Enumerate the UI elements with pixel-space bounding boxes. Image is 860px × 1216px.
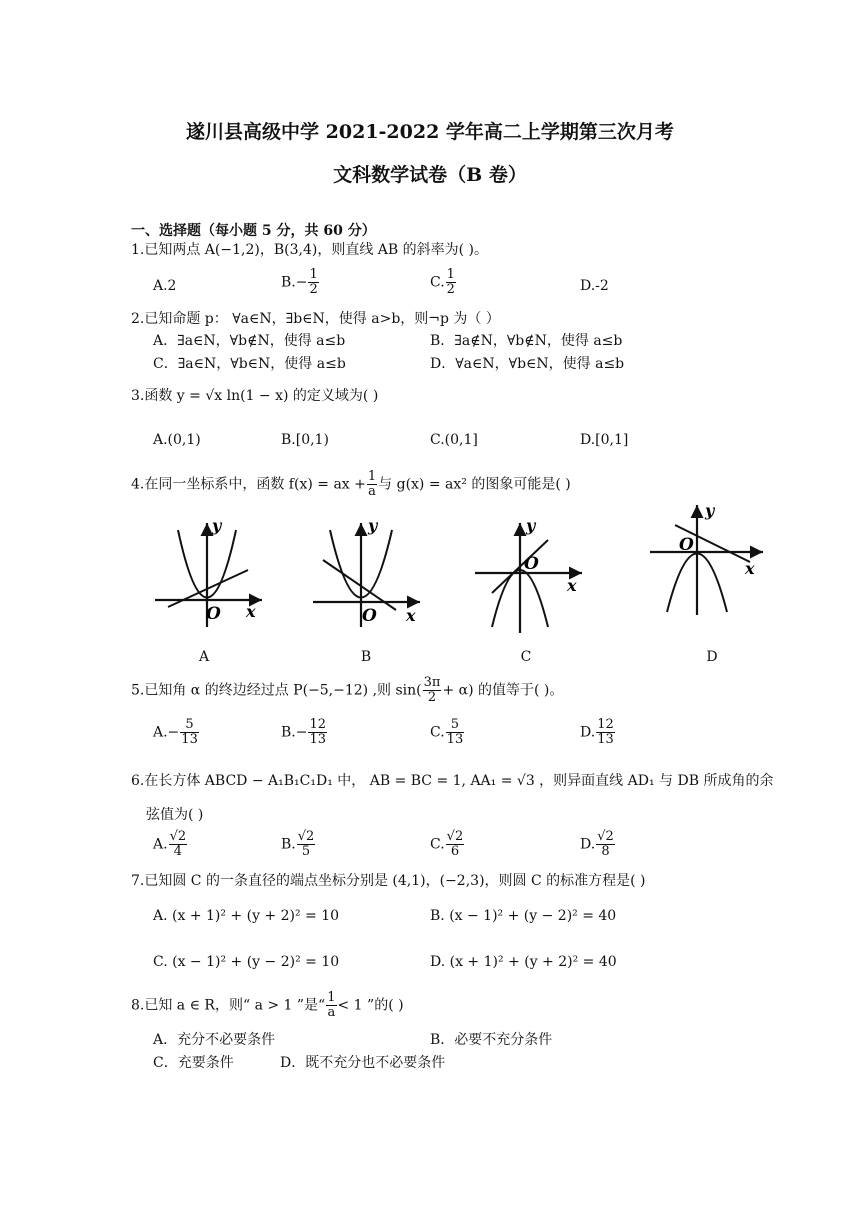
q5-option-d: D. $\frac{12}{13}$ — [580, 717, 614, 747]
q6-option-a: A. $\frac{√2}{4}$ — [153, 829, 187, 859]
q3-option-d: D.[0,1] — [580, 432, 629, 448]
q8-option-a: A．充分不必要条件 — [153, 1032, 276, 1048]
q5-option-a: A.− $\frac{5}{13}$ — [153, 717, 198, 747]
graph-c-x-label: x — [567, 576, 577, 595]
graph-a-origin: O — [206, 604, 221, 624]
q8-stem: 8.已知 a ∈ R，则“ a > 1 ”是“ $\frac{1}{a}$ < 1 ”的( ) — [131, 990, 404, 1020]
graph-c-y-label: y — [526, 516, 536, 535]
graph-b-x-label: x — [406, 606, 416, 625]
exam-subtitle: 文科数学试卷（B 卷） — [333, 164, 527, 186]
graph-b — [308, 515, 428, 630]
q1-option-b: B.− $\frac{1}{2}$ — [281, 267, 318, 297]
graph-d — [645, 500, 770, 620]
q7-option-c: C. (x − 1)² + (y − 2)² = 10 — [153, 954, 340, 970]
q2-stem: 2.已知命题 p： ∀a∈N，∃b∈N，使得 a>b，则¬p 为（ ） — [131, 311, 500, 327]
q6-option-c: C. $\frac{√2}{6}$ — [430, 829, 464, 859]
q2-option-c: C．∃a∈N，∀b∈N，使得 a≤b — [153, 356, 346, 372]
q6-option-d: D. $\frac{√2}{8}$ — [580, 829, 614, 859]
graph-d-label: D — [706, 649, 718, 665]
q7-option-a: A. (x + 1)² + (y + 2)² = 10 — [153, 908, 340, 924]
q1-option-a: A.2 — [153, 278, 177, 294]
graph-d-x-label: x — [745, 559, 755, 578]
graph-c-label: C — [520, 649, 532, 665]
q7-option-d: D. (x + 1)² + (y + 2)² = 40 — [430, 954, 617, 970]
q3-option-c: C.(0,1] — [430, 432, 478, 448]
q3-option-a: A.(0,1) — [153, 432, 201, 448]
q2-option-d: D．∀a∈N，∀b∈N，使得 a≤b — [430, 356, 625, 372]
q1-option-c: C. $\frac{1}{2}$ — [430, 267, 455, 297]
q5-option-b: B.− $\frac{12}{13}$ — [281, 717, 327, 747]
q8-option-b: B．必要不充分条件 — [430, 1032, 553, 1048]
q6-option-b: B. $\frac{√2}{5}$ — [281, 829, 315, 859]
q6-stem-line1: 6.在长方体 ABCD − A₁B₁C₁D₁ 中， AB = BC = 1, AA₁ = √3 ，则异面直线 AD₁ 与 DB 所成角的余 — [131, 773, 774, 789]
q6-stem-line2: 弦值为( ) — [146, 807, 204, 823]
q1-option-d: D.-2 — [580, 278, 609, 294]
graph-d-y-label: y — [705, 501, 715, 520]
q5-option-c: C. $\frac{5}{13}$ — [430, 717, 464, 747]
q2-option-b: B．∃a∉N，∀b∉N，使得 a≤b — [430, 333, 623, 349]
q5-stem: 5.已知角 α 的终边经过点 P(−5,−12) ,则 sin( $\frac{3\pi}{2}$ + α) 的值等于( )。 — [131, 675, 564, 705]
graph-b-label: B — [360, 649, 372, 665]
section-header: 一、选择题（每小题 5 分，共 60 分） — [131, 223, 376, 239]
q7-stem: 7.已知圆 C 的一条直径的端点坐标分别是 (4,1)，(−2,3)，则圆 C 的标准方程是( ) — [131, 873, 646, 889]
graph-d-origin: O — [679, 535, 694, 555]
graph-b-y-label: y — [368, 516, 378, 535]
graph-b-origin: O — [362, 606, 377, 626]
q8-option-d: D．既不充分也不必要条件 — [280, 1055, 446, 1071]
graph-a-y-label: y — [212, 516, 222, 535]
graph-a-x-label: x — [246, 602, 256, 621]
q7-option-b: B. (x − 1)² + (y − 2)² = 40 — [430, 908, 617, 924]
exam-title: 遂川县高级中学 2021-2022 学年高二上学期第三次月考 — [186, 121, 674, 143]
q1-stem: 1.已知两点 A(−1,2)，B(3,4)，则直线 AB 的斜率为( )。 — [131, 242, 488, 258]
graph-c — [470, 515, 590, 635]
q3-stem: 3.函数 y = √x ln(1 − x) 的定义域为( ) — [131, 388, 379, 404]
graph-a-label: A — [198, 649, 210, 665]
q2-option-a: A．∃a∈N，∀b∉N，使得 a≤b — [153, 333, 346, 349]
q4-stem: 4.在同一坐标系中，函数 f(x) = ax + $\frac{1}{a}$ 与 g(x) = ax² 的图象可能是( ) — [131, 469, 571, 499]
q8-option-c: C．充要条件 — [153, 1055, 234, 1071]
graph-c-origin: O — [524, 554, 539, 574]
graph-a — [150, 515, 270, 630]
q3-option-b: B.[0,1) — [281, 432, 329, 448]
